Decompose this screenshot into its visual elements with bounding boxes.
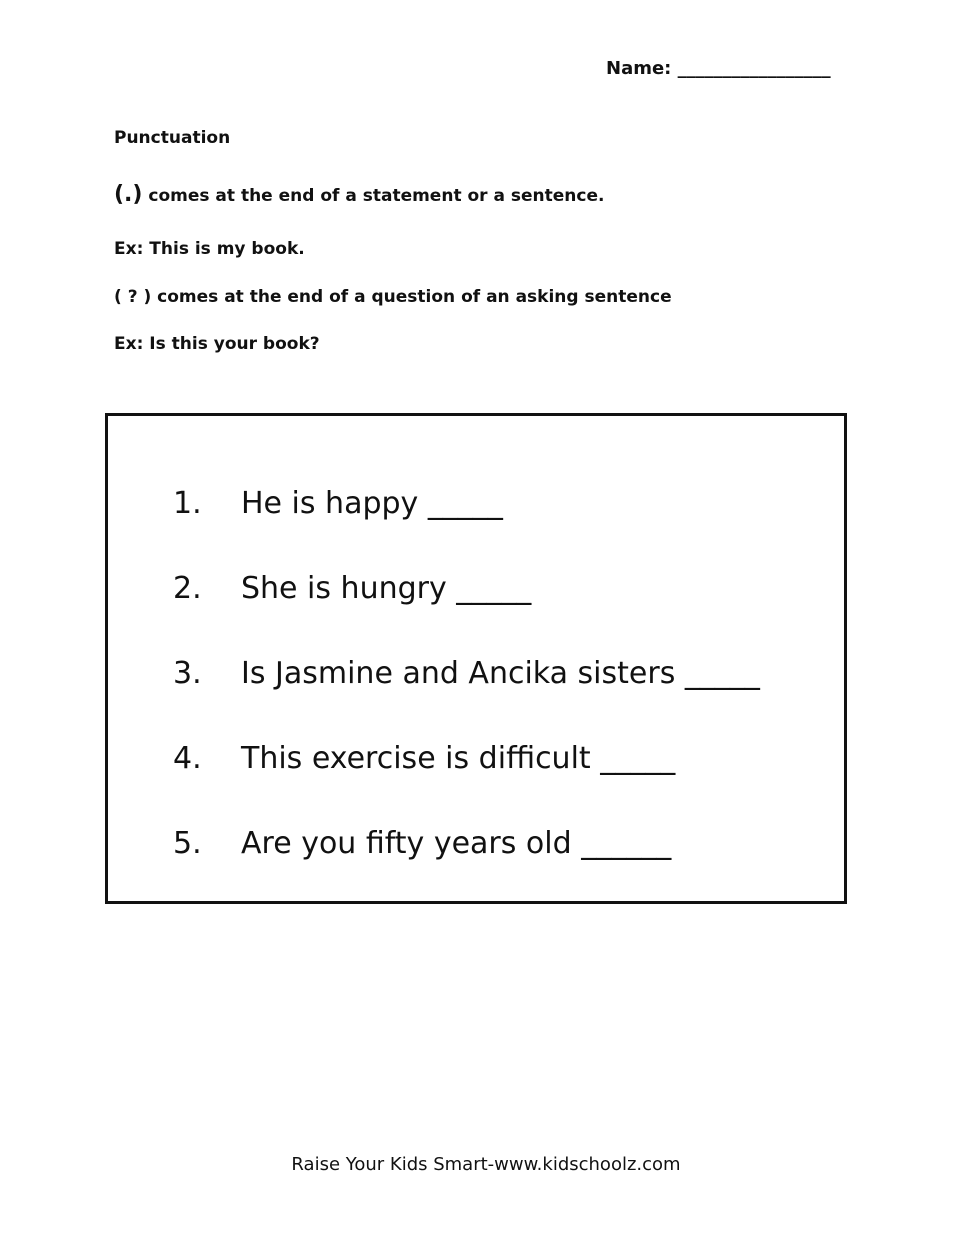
exercise-text[interactable]: This exercise is difficult _____ [241,741,676,776]
question-mark: ( ? ) [114,287,152,307]
exercise-number: 3. [173,656,202,691]
exercise-text[interactable]: Are you fifty years old ______ [241,826,672,861]
period-example: Ex: This is my book. [114,239,305,259]
question-example: Ex: Is this your book? [114,334,320,354]
exercise-number: 2. [173,571,202,606]
period-rule-text: comes at the end of a statement or a sentence. [148,186,605,206]
page-title: Punctuation [114,128,231,148]
exercise-item [173,741,675,776]
name-field[interactable] [606,58,831,79]
exercise-item [173,571,531,606]
question-rule-text: comes at the end of a question of an asking sentence [157,287,672,307]
exercise-item [173,656,760,691]
exercise-box [105,413,847,904]
period-rule [114,182,605,207]
name-label: Name: [606,58,672,79]
exercise-text[interactable]: Is Jasmine and Ancika sisters _____ [241,656,760,691]
exercise-number: 5. [173,826,202,861]
exercise-item [173,826,671,861]
period-mark: (.) [114,182,143,207]
exercise-text[interactable]: He is happy _____ [241,486,503,521]
exercise-item [173,486,503,521]
name-blank[interactable]: _________________ [677,58,831,79]
exercise-text[interactable]: She is hungry _____ [241,571,532,606]
footer-credit: Raise Your Kids Smart-www.kidschoolz.com [291,1154,681,1175]
exercise-number: 1. [173,486,202,521]
exercise-number: 4. [173,741,202,776]
question-rule [114,287,672,307]
